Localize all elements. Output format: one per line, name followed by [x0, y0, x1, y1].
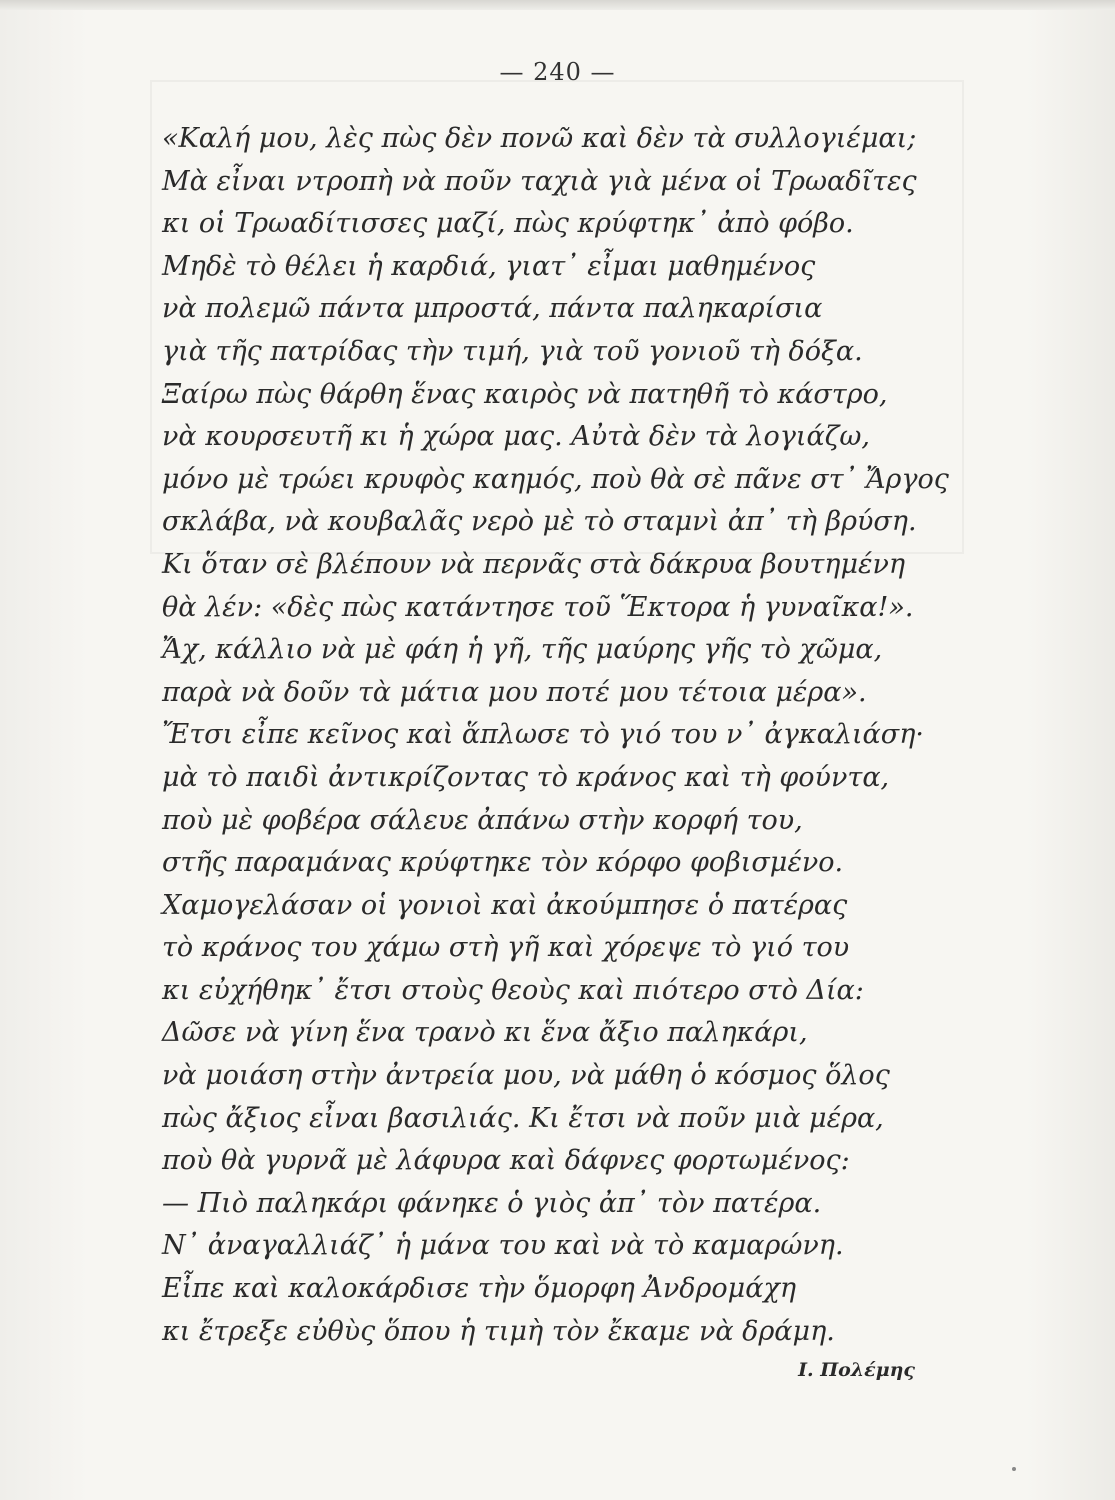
poem-line: Ἔτσι εἶπε κεῖνος καὶ ἅπλωσε τὸ γιό του ν᾽ ἀγκαλιάση·: [162, 719, 924, 751]
poem-line: γιὰ τῆς πατρίδας τὴν τιμή, γιὰ τοῦ γονιοῦ τὴ δόξα.: [162, 335, 863, 367]
poem-text: [162, 118, 982, 1353]
poem-line: κι εὐχήθηκ᾽ ἔτσι στοὺς θεοὺς καὶ πιότερο στὸ Δία:: [162, 974, 864, 1006]
poem-line: μὰ τὸ παιδὶ ἀντικρίζοντας τὸ κράνος καὶ τὴ φούντα,: [162, 761, 890, 793]
poem-line: νὰ κουρσευτῆ κι ἡ χώρα μας. Αὐτὰ δὲν τὰ λογιάζω,: [162, 421, 870, 453]
poem-line: Χαμογελάσαν οἱ γονιοὶ καὶ ἀκούμπησε ὁ πατέρας: [162, 889, 848, 921]
poem-line: θὰ λέν: «δὲς πὼς κατάντησε τοῦ Ἕκτορα ἡ γυναῖκα!».: [162, 591, 914, 623]
poem-author: Ι. Πολέμης: [798, 1359, 915, 1381]
poem-line: κι ἔτρεξε εὐθὺς ὅπου ἡ τιμὴ τὸν ἔκαμε νὰ δράμη.: [162, 1315, 835, 1347]
poem-line: Ἄχ, κάλλιο νὰ μὲ φάη ἡ γῆ, τῆς μαύρης γῆς τὸ χῶμα,: [162, 634, 883, 666]
poem-line: σκλάβα, νὰ κουβαλᾶς νερὸ μὲ τὸ σταμνὶ ἀπ᾽ τὴ βρύση.: [162, 506, 917, 538]
poem-line: παρὰ νὰ δοῦν τὰ μάτια μου ποτέ μου τέτοια μέρα».: [162, 676, 867, 708]
poem-line: Κι ὅταν σὲ βλέπουν νὰ περνᾶς στὰ δάκρυα βουτημένη: [162, 548, 906, 580]
poem-line: Ξαίρω πὼς θάρθη ἕνας καιρὸς νὰ πατηθῆ τὸ κάστρο,: [162, 378, 888, 410]
poem-line: Εἶπε καὶ καλοκάρδισε τὴν ὅμορφη Ἀνδρομάχη: [162, 1273, 796, 1305]
poem-line: — Πιὸ παληκάρι φάνηκε ὁ γιὸς ἀπ᾽ τὸν πατέρα.: [162, 1187, 822, 1219]
poem-line: νὰ μοιάση στὴν ἀντρεία μου, νὰ μάθη ὁ κόσμος ὅλος: [162, 1060, 890, 1092]
page-number: — 240 —: [499, 58, 616, 86]
poem-line: ποὺ μὲ φοβέρα σάλευε ἀπάνω στὴν κορφή του,: [162, 804, 803, 836]
poem-line: «Καλή μου, λὲς πὼς δὲν πονῶ καὶ δὲν τὰ συλλογιέμαι;: [162, 123, 917, 154]
poem-line: στῆς παραμάνας κρύφτηκε τὸν κόρφο φοβισμένο.: [162, 847, 844, 879]
poem-line: τὸ κράνος του χάμω στὴ γῆ καὶ χόρεψε τὸ γιό του: [162, 932, 850, 964]
poem-line: μόνο μὲ τρώει κρυφὸς καημός, ποὺ θὰ σὲ πᾶνε στ᾽ Ἄργος: [162, 463, 949, 495]
poem-line: Ν᾽ ἀναγαλλιάζ᾽ ἡ μάνα του καὶ νὰ τὸ καμαρώνη.: [162, 1230, 844, 1262]
poem-line: νὰ πολεμῶ πάντα μπροστά, πάντα παληκαρίσια: [162, 293, 823, 325]
poem-line: πὼς ἄξιος εἶναι βασιλιάς. Κι ἔτσι νὰ ποῦν μιὰ μέρα,: [162, 1102, 884, 1134]
poem-line: κι οἱ Τρωαδίτισσες μαζί, πὼς κρύφτηκ᾽ ἀπὸ φόβο.: [162, 208, 854, 240]
paper-speck: [1012, 1467, 1016, 1471]
poem-line: Δῶσε νὰ γίνη ἕνα τρανὸ κι ἕνα ἄξιο παληκάρι,: [162, 1017, 808, 1049]
page-top-edge: [0, 0, 1115, 10]
poem-line: Μηδὲ τὸ θέλει ἡ καρδιά, γιατ᾽ εἶμαι μαθημένος: [162, 250, 816, 282]
poem-line: Μὰ εἶναι ντροπὴ νὰ ποῦν ταχιὰ γιὰ μένα οἱ Τρωαδῖτες: [162, 165, 917, 197]
poem-line: ποὺ θὰ γυρνᾶ μὲ λάφυρα καὶ δάφνες φορτωμένος:: [162, 1145, 850, 1177]
